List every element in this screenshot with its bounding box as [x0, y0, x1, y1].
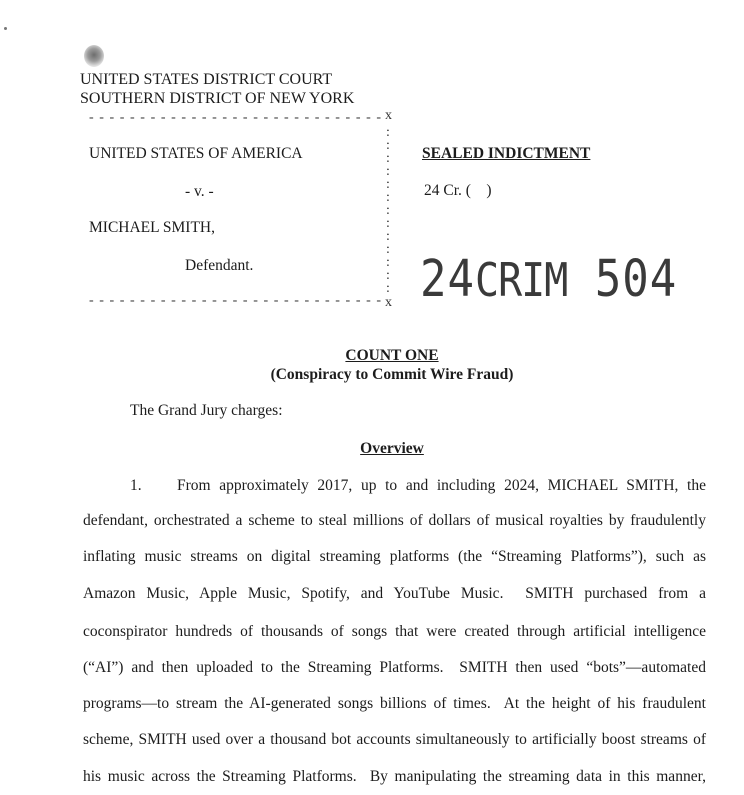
paragraph-line-5: coconspirator hundreds of thousands of songs that were created through artificial intelligence: [83, 623, 706, 640]
ink-blot: [84, 45, 104, 67]
caption-colon-divider: : : : : : : : : : : : : :: [386, 125, 390, 296]
stamp-number: 504: [594, 250, 678, 309]
caption-bottom-x: x: [385, 295, 394, 310]
case-stamp: [420, 250, 677, 309]
defendant-name: MICHAEL SMITH,: [89, 219, 216, 236]
caption-bottom-rule: - - - - - - - - - - - - - - - - - - - - - - - - - - - - -: [89, 293, 383, 308]
caption-top-x: x: [385, 108, 394, 123]
court-name: [80, 70, 354, 108]
count-title: COUNT ONE: [345, 347, 439, 364]
stamp-year: 24: [420, 250, 475, 309]
document-title: SEALED INDICTMENT: [422, 145, 591, 162]
plaintiff-name: UNITED STATES OF AMERICA: [89, 145, 303, 162]
paragraph-line-6: (“AI”) and then uploaded to the Streaming Platforms. SMITH then used “bots”—automated: [83, 659, 706, 676]
paragraph-line-2: defendant, orchestrated a scheme to steal millions of dollars of musical royalties by fraudulently: [83, 512, 706, 529]
scan-speck: [4, 27, 7, 30]
paragraph-line-9: his music across the Streaming Platforms. By manipulating the streaming data in this manner,: [83, 768, 706, 785]
paragraph-line-4: Amazon Music, Apple Music, Spotify, and YouTube Music. SMITH purchased from a: [83, 585, 706, 602]
versus-label: - v. -: [185, 183, 214, 200]
paragraph-line-7: programs—to stream the AI-generated songs billions of times. At the height of his fraudulent: [83, 695, 706, 712]
caption-top-rule: - - - - - - - - - - - - - - - - - - - - - - - - - - - - -: [89, 110, 383, 125]
charges-intro: The Grand Jury charges:: [130, 402, 283, 419]
section-heading: Overview: [360, 440, 424, 457]
defendant-label: Defendant.: [185, 257, 254, 274]
paragraph-line-8: scheme, SMITH used over a thousand bot accounts simultaneously to artificially boost streams of: [83, 731, 706, 748]
count-subtitle: (Conspiracy to Commit Wire Fraud): [270, 366, 514, 383]
stamp-crim: CRIM: [474, 254, 568, 308]
paragraph-number: 1.: [130, 477, 142, 494]
paragraph-line-3: inflating music streams on digital streaming platforms (the “Streaming Platforms”), such as: [83, 548, 706, 565]
court-line-1: UNITED STATES DISTRICT COURT: [80, 71, 333, 88]
case-number: 24 Cr. ( ): [424, 182, 492, 199]
court-line-2: SOUTHERN DISTRICT OF NEW YORK: [80, 90, 355, 107]
paragraph-line-1: From approximately 2017, up to and including 2024, MICHAEL SMITH, the: [177, 477, 706, 494]
